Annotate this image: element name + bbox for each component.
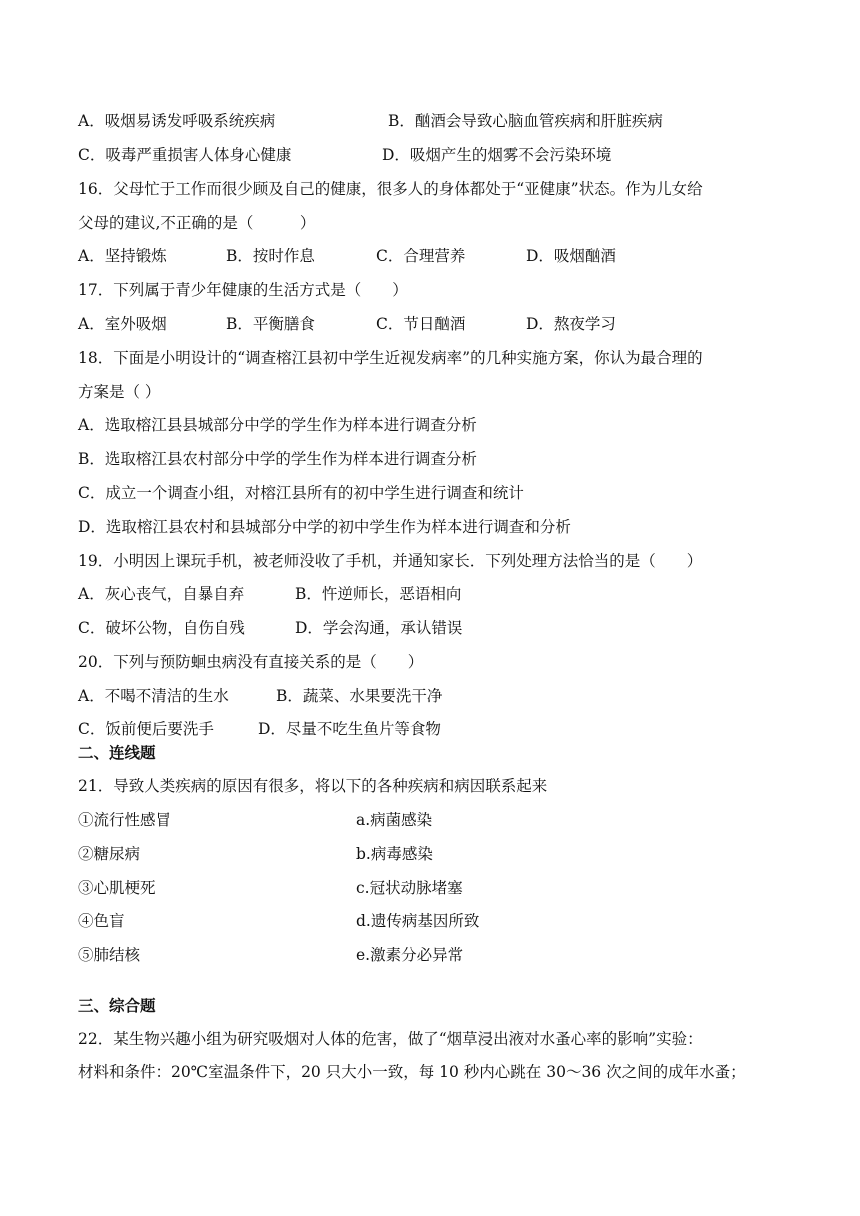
- q15-options-row1: [78, 110, 663, 132]
- q18-stem-line1: 18．下面是小明设计的“调查榕江县初中学生近视发病率”的几种实施方案，你认为最合理的: [78, 349, 703, 367]
- q20-option-d: D．尽量不吃生鱼片等食物: [258, 720, 441, 738]
- q21-cause-b: b.病毒感染: [356, 845, 433, 863]
- q21-disease-1: ①流行性感冒: [78, 811, 172, 829]
- q16-option-a: A．坚持锻炼: [78, 247, 167, 265]
- q20-option-b: B．蔬菜、水果要洗干净: [276, 687, 443, 705]
- q19-options-row2: [78, 617, 462, 639]
- q16-stem-line2: 父母的建议,不正确的是（ ）: [78, 214, 316, 232]
- q20-options-row2: [78, 718, 441, 740]
- q15-options-row2: [78, 144, 611, 166]
- q18-stem-line2: 方案是（ ）: [78, 383, 161, 401]
- q19-option-a: A．灰心丧气，自暴自弃: [78, 585, 245, 603]
- q16-option-c: C．合理营养: [376, 247, 466, 265]
- q17-options: [78, 313, 616, 335]
- q17-option-c: C．节日酗酒: [376, 315, 466, 333]
- q21-disease-4: ④色盲: [78, 912, 125, 930]
- q17-option-a: A．室外吸烟: [78, 315, 167, 333]
- q21-disease-2: ②糖尿病: [78, 845, 141, 863]
- q21-cause-d: d.遗传病基因所致: [356, 912, 480, 930]
- q17-stem: 17．下列属于青少年健康的生活方式是（ ）: [78, 281, 408, 299]
- q19-options-row1: [78, 583, 461, 605]
- q20-option-a: A．不喝不清洁的生水: [78, 687, 229, 705]
- q15-option-d: D．吸烟产生的烟雾不会污染环境: [382, 146, 612, 164]
- q22-line2: 材料和条件：20℃室温条件下，20 只大小一致，每 10 秒内心跳在 30～36 次之间的成年水蚤；: [78, 1063, 746, 1081]
- q17-option-d: D．熬夜学习: [526, 315, 616, 333]
- section-title-comprehensive: 三、综合题: [78, 996, 156, 1015]
- q21-cause-c: c.冠状动脉堵塞: [356, 879, 463, 897]
- q18-option-a: A．选取榕江县县城部分中学的学生作为样本进行调查分析: [78, 416, 477, 434]
- q18-option-c: C．成立一个调查小组，对榕江县所有的初中学生进行调查和统计: [78, 484, 524, 502]
- q21-cause-a: a.病菌感染: [356, 811, 433, 829]
- q20-options-row1: [78, 685, 442, 707]
- q21-disease-5: ⑤肺结核: [78, 946, 141, 964]
- q16-option-b: B．按时作息: [226, 247, 315, 265]
- q16-option-d: D．吸烟酗酒: [526, 247, 616, 265]
- q19-option-d: D．学会沟通，承认错误: [295, 619, 463, 637]
- q18-option-b: B．选取榕江县农村部分中学的学生作为样本进行调查分析: [78, 450, 477, 468]
- q15-option-a: A．吸烟易诱发呼吸系统疾病: [78, 112, 276, 130]
- q16-options: [78, 245, 616, 267]
- section-title-matching: 二、连线题: [78, 743, 156, 762]
- q18-option-d: D．选取榕江县农村和县城部分中学的初中学生作为样本进行调查和分析: [78, 518, 571, 536]
- q15-option-b: B．酗酒会导致心脑血管疾病和肝脏疾病: [388, 112, 663, 130]
- q19-option-c: C．破坏公物，自伤自残: [78, 619, 245, 637]
- q20-option-c: C．饭前便后要洗手: [78, 720, 214, 738]
- q21-cause-e: e.激素分必异常: [356, 946, 464, 964]
- q21-disease-3: ③心肌梗死: [78, 879, 156, 897]
- q22-line1: 22．某生物兴趣小组为研究吸烟对人体的危害，做了“烟草浸出液对水蚤心率的影响”实验：: [78, 1030, 703, 1048]
- q16-stem-line1: 16．父母忙于工作而很少顾及自己的健康，很多人的身体都处于“亚健康”状态。作为儿女给: [78, 180, 703, 198]
- q21-stem: 21．导致人类疾病的原因有很多，将以下的各种疾病和病因联系起来: [78, 777, 548, 795]
- q19-stem: 19．小明因上课玩手机，被老师没收了手机，并通知家长．下列处理方法恰当的是（ ）: [78, 552, 703, 570]
- q19-option-b: B．忤逆师长，恶语相向: [295, 585, 462, 603]
- q17-option-b: B．平衡膳食: [226, 315, 315, 333]
- q15-option-c: C．吸毒严重损害人体身心健康: [78, 146, 292, 164]
- q20-stem: 20．下列与预防蛔虫病没有直接关系的是（ ）: [78, 653, 424, 671]
